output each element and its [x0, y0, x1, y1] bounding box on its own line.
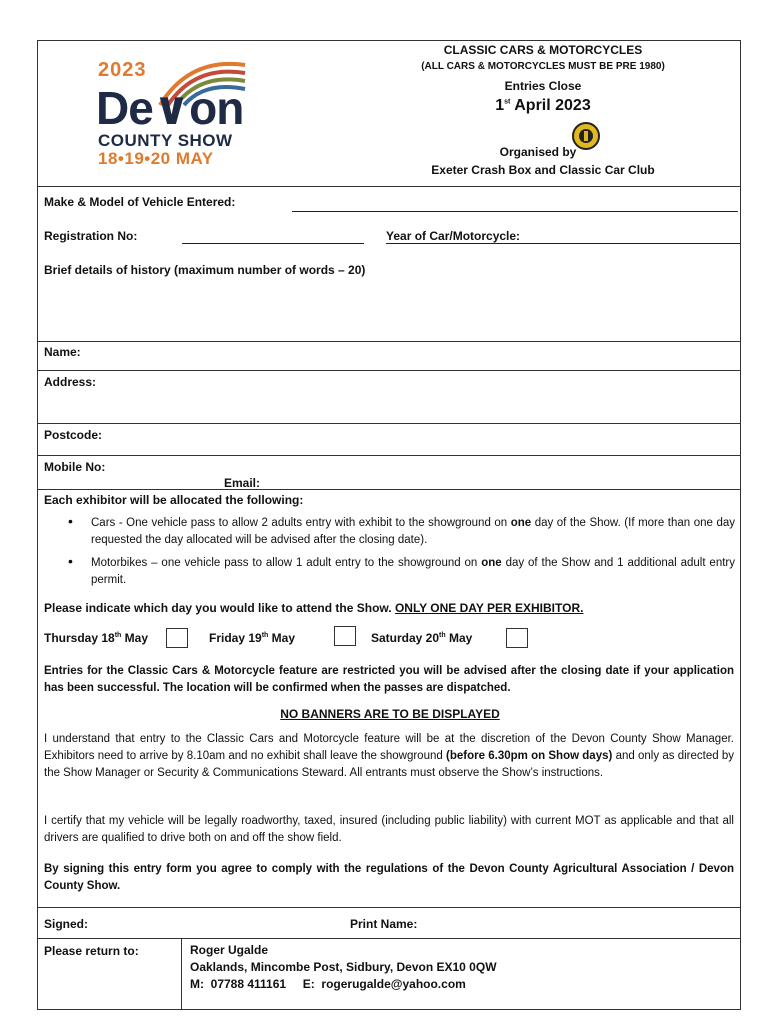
- registration-label: Registration No:: [44, 229, 138, 243]
- divider: [38, 938, 740, 939]
- history-label: Brief details of history (maximum number of words – 20): [44, 263, 366, 277]
- header-title: CLASSIC CARS & MOTORCYCLES: [443, 43, 643, 57]
- return-label: Please return to:: [44, 944, 139, 958]
- no-banners-notice: NO BANNERS ARE TO BE DISPLAYED: [280, 707, 500, 721]
- friday-label: Friday 19th May: [209, 631, 295, 645]
- bikes-allocation: Motorbikes – one vehicle pass to allow 1 adult entry to the showground on one day of the Show and 1 additional adult entry permit.: [91, 557, 735, 586]
- year-label: Year of Car/Motorcycle:: [386, 229, 521, 243]
- logo-year: 2023: [98, 59, 147, 81]
- year-input[interactable]: [386, 243, 740, 244]
- divider: [38, 455, 740, 456]
- return-address: Oaklands, Mincombe Post, Sidbury, Devon EX10 0QW: [190, 960, 497, 974]
- logo-v-icon: ∨: [152, 82, 190, 134]
- divider: [38, 423, 740, 424]
- registration-input[interactable]: [182, 243, 364, 244]
- logo-devon: De∨on: [96, 82, 244, 134]
- entries-close-label: Entries Close: [504, 79, 582, 93]
- entry-form: [37, 40, 741, 1010]
- email-label: Email:: [224, 476, 261, 490]
- saturday-checkbox[interactable]: [506, 628, 528, 648]
- address-label: Address:: [44, 375, 97, 389]
- logo-county: COUNTY SHOW: [98, 131, 233, 150]
- return-contact: M: 07788 411161 E: rogerugalde@yahoo.com: [190, 977, 466, 991]
- close-date: 1st April 2023: [495, 97, 591, 114]
- logo-dates: 18•19•20 MAY: [98, 149, 214, 168]
- divider: [38, 907, 740, 908]
- club-name: Exeter Crash Box and Classic Car Club: [431, 163, 655, 177]
- understand-notice: I understand that entry to the Classic Cars and Motorcycle feature will be at the discretion of the Devon County Show Manager. Exhibitors need to arrive by 8.10am and no exhibit shall leave the showground (before 6.30pm on Show days) and only as directed by the Show Manager or Security & Communications Steward. All entrants must observe the Show’s instructions.: [44, 733, 734, 779]
- thursday-checkbox[interactable]: [166, 628, 188, 648]
- header-subtitle: (ALL CARS & MOTORCYCLES MUST BE PRE 1980): [421, 61, 665, 72]
- divider: [181, 938, 182, 1010]
- friday-checkbox[interactable]: [334, 626, 356, 646]
- divider: [38, 186, 740, 187]
- restricted-notice: Entries for the Classic Cars & Motorcycle feature are restricted you will be advised after the closing date if your application has been successful. The location will be confirmed when the passes are dispatched.: [44, 665, 734, 694]
- print-name-label: Print Name:: [350, 917, 418, 931]
- postcode-label: Postcode:: [44, 428, 103, 442]
- cars-allocation: Cars - One vehicle pass to allow 2 adults entry with exhibit to the showground on one day of the Show. (If more than one day requested the day allocated will be advised after the closing date).: [91, 517, 735, 546]
- make-model-label: Make & Model of Vehicle Entered:: [44, 195, 236, 209]
- agree-notice: By signing this entry form you agree to comply with the regulations of the Devon County Agricultural Association / Devon County Show.: [44, 863, 734, 892]
- saturday-label: Saturday 20th May: [371, 631, 473, 645]
- day-instruction: Please indicate which day you would like to attend the Show. ONLY ONE DAY PER EXHIBITOR.: [44, 601, 584, 615]
- organised-by: Organised by: [499, 145, 577, 159]
- bullet-icon: •: [68, 513, 73, 529]
- history-input[interactable]: [38, 279, 740, 339]
- divider: [38, 370, 740, 371]
- return-name: Roger Ugalde: [190, 943, 269, 957]
- allocation-heading: Each exhibitor will be allocated the following:: [44, 493, 304, 507]
- certify-notice: I certify that my vehicle will be legally roadworthy, taxed, insured (including public liability) with current MOT as applicable and that all drivers are qualified to drive both on and off the show field.: [44, 815, 734, 844]
- signed-label: Signed:: [44, 917, 88, 931]
- make-model-input[interactable]: [292, 211, 738, 212]
- divider: [38, 341, 740, 342]
- bullet-icon: •: [68, 553, 73, 569]
- divider: [38, 489, 740, 490]
- name-label: Name:: [44, 345, 81, 359]
- mobile-label: Mobile No:: [44, 460, 106, 474]
- show-logo: [90, 57, 260, 168]
- thursday-label: Thursday 18th May: [44, 631, 148, 645]
